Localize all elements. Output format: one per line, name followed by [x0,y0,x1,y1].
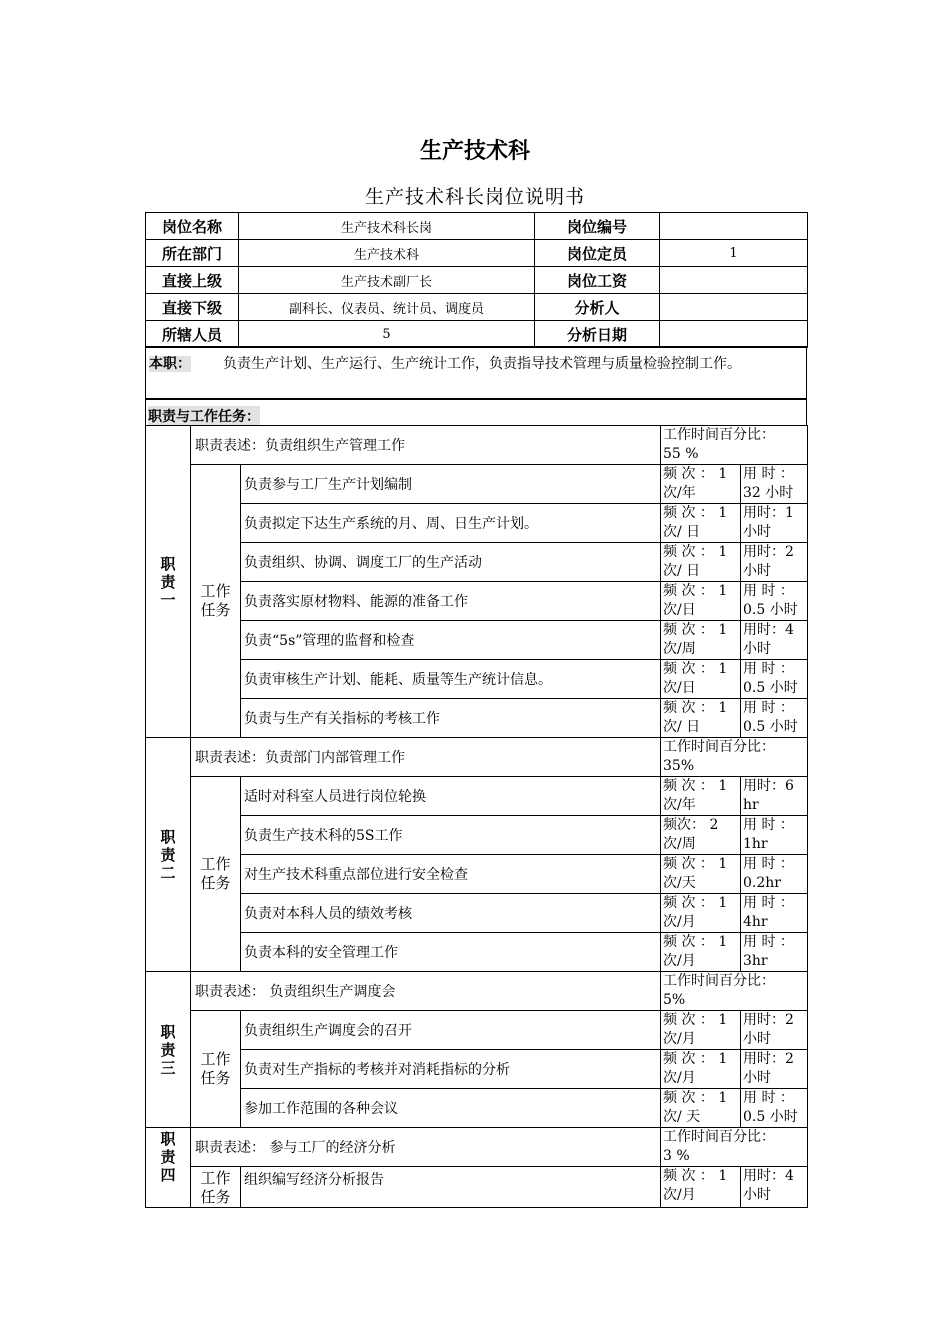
task-row [146,621,808,660]
task-description: 适时对科室人员进行岗位轮换 [241,777,661,816]
work-task-label-line: 任务 [200,601,231,619]
task-frequency: 频 次 ： 1 次/年 [661,777,741,816]
task-row [146,660,808,699]
section-name [146,972,191,1128]
salary-value [660,267,808,294]
task-description: 负责与生产有关指标的考核工作 [241,699,661,738]
task-row [146,1167,808,1208]
task-frequency: 频 次 ： 1 次/ 天 [661,1089,741,1128]
work-task-label [191,1167,241,1208]
section-statement-row [146,426,808,465]
task-time: 用时：2 小时 [741,1050,808,1089]
task-row [146,699,808,738]
section-name-char: 三 [160,1058,176,1077]
task-frequency: 频 次 ： 1 次/年 [661,465,741,504]
task-description: 负责本科的安全管理工作 [241,933,661,972]
position-no-value [660,213,808,240]
task-row [146,933,808,972]
task-time: 用 时 ： 0.2hr [741,855,808,894]
section-statement-row [146,738,808,777]
task-frequency: 频次： 2 次/周 [661,816,741,855]
work-task-label-line: 任务 [200,1069,231,1087]
dept-label: 所在部门 [146,240,239,267]
subordinate-label: 直接下级 [146,294,239,321]
task-description: 参加工作范围的各种会议 [241,1089,661,1128]
task-frequency: 频 次 ： 1 次/ 日 [661,699,741,738]
section-statement: 职责表述： 参与工厂的经济分析 [191,1128,661,1167]
work-task-label [191,1011,241,1128]
task-time: 用时：1 小时 [741,504,808,543]
task-description: 负责对本科人员的绩效考核 [241,894,661,933]
task-time: 用 时 ： 0.5 小时 [741,699,808,738]
work-task-label [191,465,241,738]
task-frequency: 频 次 ： 1 次/月 [661,1011,741,1050]
task-description: 负责生产技术科的5S工作 [241,816,661,855]
task-row [146,465,808,504]
position-name-label: 岗位名称 [146,213,239,240]
task-frequency: 频 次 ： 1 次/日 [661,660,741,699]
position-info-table [145,212,808,348]
analysis-date-value [660,321,808,348]
task-frequency: 频 次 ： 1 次/月 [661,1167,741,1208]
task-time: 用时：6 hr [741,777,808,816]
section-name [146,1128,191,1208]
task-row [146,582,808,621]
section-name-char: 责 [160,1148,176,1166]
task-row [146,504,808,543]
task-frequency: 频 次 ： 1 次/ 日 [661,543,741,582]
document-title: 生产技术科长岗位说明书 [364,186,585,208]
analyst-label: 分析人 [535,294,660,321]
staff-label: 所辖人员 [146,321,239,348]
section-name-char: 责 [160,572,176,591]
task-description: 对生产技术科重点部位进行安全检查 [241,855,661,894]
section-name-char: 职 [160,827,176,846]
position-no-label: 岗位编号 [535,213,660,240]
quota-label: 岗位定员 [535,240,660,267]
section-name-char: 责 [160,845,176,864]
task-frequency: 频 次 ： 1 次/日 [661,582,741,621]
work-task-label-line: 工作 [200,582,231,600]
section-statement: 职责表述： 负责组织生产调度会 [191,972,661,1011]
task-frequency: 频 次 ： 1 次/月 [661,933,741,972]
task-time: 用 时 ： 4hr [741,894,808,933]
task-row [146,1089,808,1128]
position-name-value: 生产技术科长岗 [239,213,535,240]
task-description: 负责组织生产调度会的召开 [241,1011,661,1050]
section-statement-row [146,1128,808,1167]
task-frequency: 频 次 ： 1 次/天 [661,855,741,894]
task-row [146,1050,808,1089]
responsibilities-table [145,425,808,1208]
superior-value: 生产技术副厂长 [239,267,535,294]
task-description: 负责拟定下达生产系统的月、周、日生产计划。 [241,504,661,543]
salary-label: 岗位工资 [535,267,660,294]
dept-value: 生产技术科 [239,240,535,267]
page-title: 生产技术科 [419,139,530,164]
section-name-char: 一 [160,590,176,609]
section-name [146,426,191,738]
task-description: 负责“5s”管理的监督和检查 [241,621,661,660]
quota-value: 1 [660,240,808,267]
task-row [146,777,808,816]
staff-value: 5 [239,321,535,348]
work-task-label-line: 工作 [200,855,231,873]
task-frequency: 频 次 ： 1 次/周 [661,621,741,660]
task-row [146,894,808,933]
task-time: 用时：4 小时 [741,1167,808,1208]
task-frequency: 频 次 ： 1 次/ 日 [661,504,741,543]
task-time: 用 时 ： 0.5 小时 [741,660,808,699]
task-time: 用 时 ： 0.5 小时 [741,582,808,621]
section-time-percentage: 工作时间百分比： 35% [661,738,808,777]
duty-summary [145,346,807,399]
section-name-char: 责 [160,1040,176,1059]
responsibilities-heading-label: 职责与工作任务： [148,406,260,426]
task-frequency: 频 次 ： 1 次/月 [661,1050,741,1089]
analysis-date-label: 分析日期 [535,321,660,348]
task-time: 用时：4 小时 [741,621,808,660]
responsibilities-heading [145,398,807,426]
task-time: 用时：2 小时 [741,543,808,582]
section-time-percentage: 工作时间百分比： 5% [661,972,808,1011]
task-description: 组织编写经济分析报告 [241,1167,661,1208]
task-time: 用 时 ： 32 小时 [741,465,808,504]
section-name-char: 四 [160,1166,176,1184]
section-name-char: 职 [160,554,176,573]
section-name-char: 职 [160,1130,176,1148]
section-name-char: 职 [160,1022,176,1041]
duty-text: 负责生产计划、生产运行、生产统计工作，负责指导技术管理与质量检验控制工作。 [223,356,741,372]
task-description: 负责组织、协调、调度工厂的生产活动 [241,543,661,582]
section-statement: 职责表述：负责组织生产管理工作 [191,426,661,465]
section-name-char: 二 [160,863,176,882]
task-description: 负责参与工厂生产计划编制 [241,465,661,504]
section-time-percentage: 工作时间百分比： 55 % [661,426,808,465]
analyst-value [660,294,808,321]
task-description: 负责对生产指标的考核并对消耗指标的分析 [241,1050,661,1089]
work-task-label-line: 任务 [200,874,231,892]
task-row [146,816,808,855]
work-task-label-line: 工作 [200,1169,231,1187]
section-statement-row [146,972,808,1011]
task-row [146,1011,808,1050]
task-row [146,543,808,582]
task-time: 用时：2 小时 [741,1011,808,1050]
task-row [146,855,808,894]
task-time: 用 时 ： 3hr [741,933,808,972]
task-time: 用 时 ： 0.5 小时 [741,1089,808,1128]
task-frequency: 频 次 ： 1 次/月 [661,894,741,933]
section-name [146,738,191,972]
task-description: 负责审核生产计划、能耗、质量等生产统计信息。 [241,660,661,699]
task-time: 用 时 ： 1hr [741,816,808,855]
subordinate-value: 副科长、仪表员、统计员、调度员 [239,294,535,321]
task-description: 负责落实原材物料、能源的准备工作 [241,582,661,621]
work-task-label [191,777,241,972]
work-task-label-line: 工作 [200,1050,231,1068]
superior-label: 直接上级 [146,267,239,294]
work-task-label-line: 任务 [200,1188,231,1206]
section-time-percentage: 工作时间百分比： 3 % [661,1128,808,1167]
section-statement: 职责表述：负责部门内部管理工作 [191,738,661,777]
duty-label: 本职： [149,356,191,372]
